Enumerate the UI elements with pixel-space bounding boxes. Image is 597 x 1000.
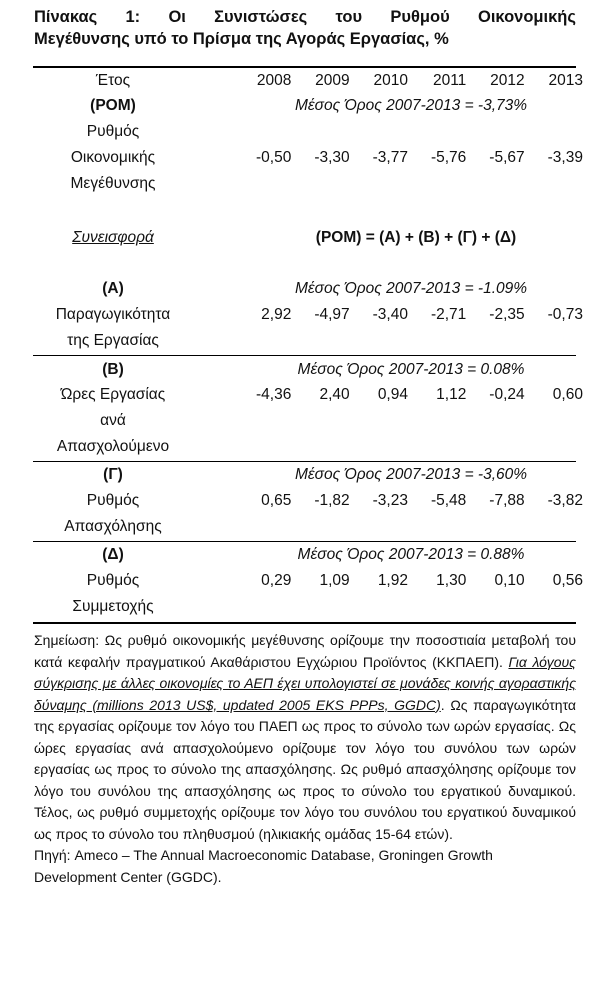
g-code: (Γ)	[103, 466, 123, 483]
d-name-line: Ρυθμός	[86, 572, 140, 589]
b-name-line: ανά	[100, 412, 126, 429]
title-line-2: Μεγέθυνσης υπό το Πρίσμα της Αγοράς Εργασίας, %	[34, 30, 449, 48]
value-cell: 0,65	[261, 492, 292, 509]
d-code: (Δ)	[102, 546, 124, 563]
g-name-line: Απασχόλησης	[64, 518, 162, 535]
year-values	[233, 68, 583, 94]
value-cell: -3,39	[547, 149, 583, 166]
b-name-line: Απασχολούμενο	[56, 438, 170, 455]
value-cell: -5,48	[430, 492, 467, 509]
a-code: (Α)	[102, 280, 124, 297]
value-cell: -0,24	[489, 386, 525, 403]
rom-values	[233, 145, 583, 171]
value-cell: -3,23	[372, 492, 408, 509]
value-cell: 0,10	[494, 572, 525, 589]
year-cell: 2010	[373, 72, 408, 89]
note-paragraph	[34, 630, 576, 845]
title-word: Πίνακας	[34, 8, 98, 26]
year-cell: 2013	[548, 72, 583, 89]
value-cell: 2,40	[319, 386, 350, 403]
title-word: Συνιστώσες	[214, 8, 308, 26]
value-cell: -2,71	[430, 306, 467, 323]
b-code: (Β)	[102, 361, 124, 378]
rom-average: Μέσος Όρος 2007-2013 = -3,73%	[294, 97, 528, 114]
value-cell: -1,82	[314, 492, 350, 509]
b-name-line: Ώρες Εργασίας	[60, 386, 166, 403]
rom-code: (ΡΟΜ)	[90, 97, 136, 114]
value-cell: -4,36	[255, 386, 292, 403]
note-text: Σημείωση: Ως ρυθμό οικονομικής μεγέθυνσης ορίζουμε την ποσοστιαία μεταβολή του κατά κεφαλήν πραγματικού Ακαθάριστου Εγχώριου Προϊόντος (ΚΚΠΑΕΠ).	[34, 632, 576, 670]
title-word: Ρυθμού	[390, 8, 450, 26]
table-title	[34, 6, 576, 50]
rom-name-line: Ρυθμός	[86, 123, 140, 140]
g-average: Μέσος Όρος 2007-2013 = -3,60%	[294, 466, 528, 483]
title-line-1	[34, 6, 576, 28]
source-line: Πηγή: Ameco – The Annual Macroeconomic Database, Groningen Growth Development Center (GGDC).	[34, 847, 493, 885]
value-cell: -5,67	[489, 149, 525, 166]
b-average: Μέσος Όρος 2007-2013 = 0.08%	[297, 361, 525, 378]
value-cell: 1,12	[436, 386, 467, 403]
year-cell: 2012	[490, 72, 525, 89]
year-label: Έτος	[95, 72, 131, 89]
title-word: Οι	[168, 8, 186, 26]
value-cell: 2,92	[261, 306, 292, 323]
title-word: του	[335, 8, 363, 26]
value-cell: -0,73	[547, 306, 583, 323]
g-values	[233, 488, 583, 514]
table-note	[34, 630, 576, 888]
year-cell: 2011	[432, 72, 467, 89]
rule-a-b	[33, 355, 576, 356]
value-cell: 1,92	[377, 572, 408, 589]
value-cell: 1,30	[436, 572, 467, 589]
value-cell: -5,76	[430, 149, 467, 166]
rom-name-line: Οικονομικής	[70, 149, 156, 166]
b-values	[233, 382, 583, 408]
rom-header-row	[33, 93, 576, 119]
title-word: Οικονομικής	[478, 8, 576, 26]
d-average: Μέσος Όρος 2007-2013 = 0.88%	[297, 546, 525, 563]
title-word: 1:	[125, 8, 141, 26]
value-cell: 0,56	[552, 572, 583, 589]
value-cell: -2,35	[489, 306, 525, 323]
year-cell: 2008	[256, 72, 292, 89]
contribution-formula: (ΡΟΜ) = (Α) + (Β) + (Γ) + (Δ)	[315, 229, 517, 246]
a-name-line: Παραγωγικότητα	[55, 306, 171, 323]
a-average: Μέσος Όρος 2007-2013 = -1.09%	[294, 280, 528, 297]
d-name-line: Συμμετοχής	[72, 598, 154, 615]
d-values	[233, 568, 583, 594]
rule-bottom	[33, 622, 576, 624]
value-cell: 0,29	[261, 572, 292, 589]
rom-name-line: Μεγέθυνσης	[70, 175, 156, 192]
value-cell: -3,82	[547, 492, 583, 509]
header-row	[33, 68, 583, 94]
note-emphasis: Για λόγους σύγκρισης με άλλες οικονομίες το ΑΕΠ έχει υπολογιστεί σε μονάδες κοινής αγοραστικής δύναμης (millions 2013 US$, updated 2005 EKS PPPs, GGDC)	[34, 653, 576, 713]
value-cell: -3,30	[314, 149, 350, 166]
value-cell: -7,88	[489, 492, 525, 509]
value-cell: -4,97	[314, 306, 350, 323]
a-values	[233, 302, 583, 328]
year-cell: 2009	[315, 72, 350, 89]
contribution-label: Συνεισφορά	[72, 229, 154, 246]
value-cell: 0,60	[552, 386, 583, 403]
g-name-line: Ρυθμός	[86, 492, 140, 509]
note-text: . Ως παραγωγικότητα της εργασίας ορίζουμε τον λόγο του ΠΑΕΠ ως προς το σύνολο των ωρών εργασίας. Ως ώρες εργασίας ανά απασχολούμενο ορίζουμε τον λόγο του συνόλου των ωρών εργασίας ως προς το σύνολο της απασχόλησης. Ως ρυθμό απασχόλησης ορίζουμε τον λόγο του συνόλου της απασχόλησης ως προς το σύνολο του εργατικού δυναμικού. Τέλος, ως ρυθμό συμμετοχής ορίζουμε τον λόγο του συνόλου του εργατικού δυναμικού ως προς το σύνολο του πληθυσμού (ηλικιακής ομάδας 15-64 ετών).	[34, 696, 576, 842]
a-name-line: της Εργασίας	[67, 332, 159, 349]
value-cell: -3,40	[372, 306, 408, 323]
value-cell: 1,09	[319, 572, 350, 589]
value-cell: -0,50	[255, 149, 292, 166]
value-cell: 0,94	[377, 386, 408, 403]
value-cell: -3,77	[372, 149, 408, 166]
